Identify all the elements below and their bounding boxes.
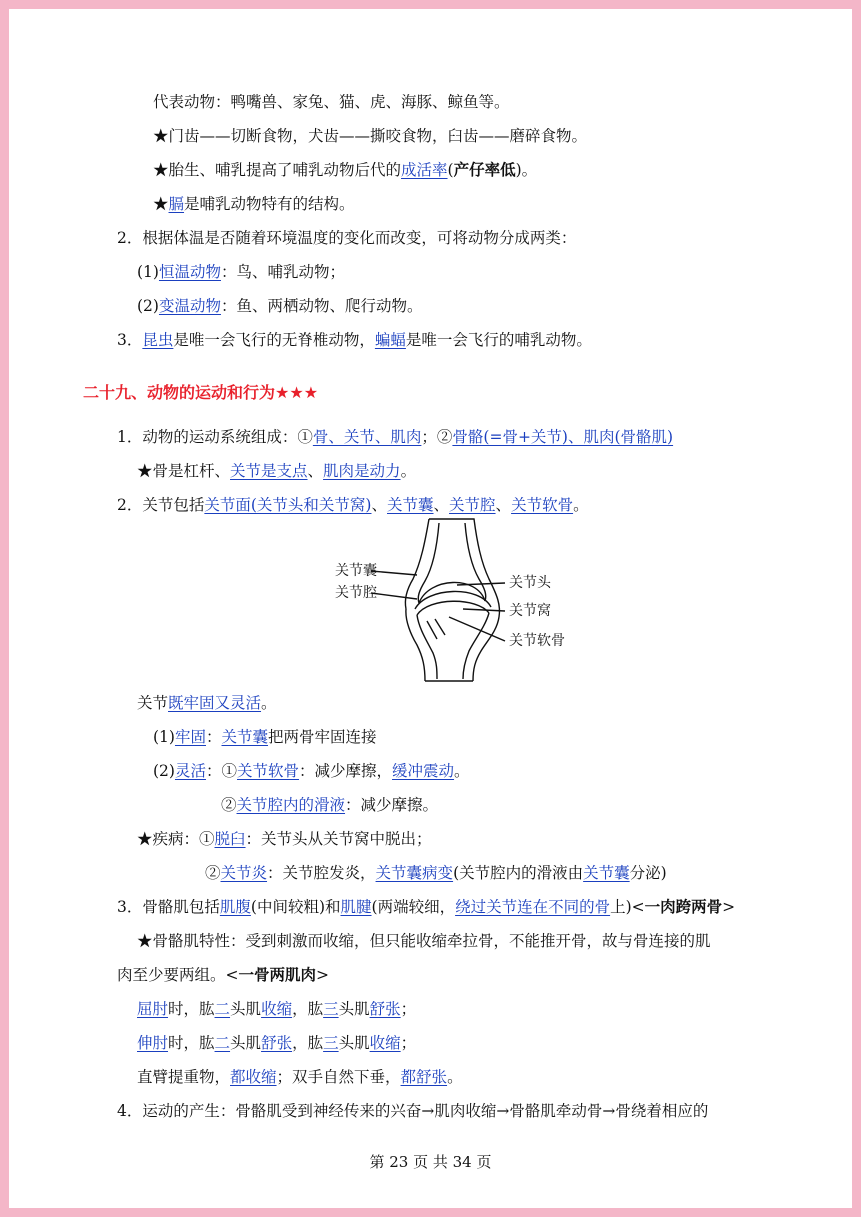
text-line-representative-animals [153,92,510,112]
keyword: 关节囊病变 [375,864,454,882]
keyword: 肌肉是动力 [323,462,401,480]
keyword: 牢固 [174,728,206,746]
text: 2．关节包括 [117,496,205,514]
label-joint-socket: 关节窝 [509,603,551,619]
joint-head-line [419,582,485,603]
lower-bone-outline-right [473,617,499,681]
text-line-flexible [153,761,470,781]
cartilage-hatch [427,619,445,639]
text: (1) [153,728,175,746]
text: (1) [137,263,159,281]
page-number-footer: 第 23 页 共 34 页 [369,1153,492,1171]
text: 4．运动的产生：骨骼肌受到神经传来的兴奋→肌肉收缩→骨骼肌牵动骨→骨绕着相应的 [117,1102,709,1120]
upper-bone-outline-left [405,519,429,609]
text: (关节腔内的滑液由 [453,864,584,882]
text: 。 [573,496,589,514]
keyword: 关节是支点 [230,462,308,480]
text: ； [400,1034,417,1052]
joint-structure-diagram [309,517,599,683]
leader-socket [463,609,505,611]
text-line-synovial-fluid [221,795,438,815]
label-joint-capsule: 关节囊 [335,563,377,579]
text: ： [205,728,222,746]
text: (中间较粗)和 [250,898,341,916]
keyword: 舒张 [261,1034,293,1052]
keyword: 脱臼 [214,830,246,848]
text: 分泌) [629,864,667,882]
joint-socket-line [417,601,489,615]
text: ：减少摩擦， [299,762,393,780]
text: 是哺乳动物特有的结构。 [184,195,355,213]
text: (2) [137,297,159,315]
text-line-muscle-property [137,931,711,951]
text: (2) [153,762,175,780]
text: 、 [495,496,512,514]
text: ；② [421,428,453,446]
keyword: 伸肘 [137,1034,169,1052]
text-line-lever [137,461,416,481]
text: 。 [447,1068,463,1086]
bold-text: 一肉跨两骨 [644,897,723,916]
text: 。 [454,762,470,780]
text: 代表动物：鸭嘴兽、家兔、猫、虎、海豚、鲸鱼等。 [153,93,510,111]
text-line-body-temperature [117,228,576,248]
text-line-extend-elbow [137,1033,416,1053]
keyword: 变温动物 [158,297,221,315]
text: (两端较细， [371,898,456,916]
text-line-flex-elbow [137,999,416,1019]
text-line-dislocation [137,829,432,849]
text: 、 [433,496,450,514]
text-line-arthritis [205,863,667,883]
text-line-skeletal-muscle [117,897,735,917]
text: 把两骨牢固连接 [268,728,377,746]
text: 关节 [137,694,169,712]
keyword: 绕过关节连在不同的骨 [455,898,611,916]
keyword: 舒张 [369,1000,401,1018]
keyword: 收缩 [261,1000,293,1018]
text: 是唯一会飞行的无脊椎动物， [173,331,375,349]
keyword: 三 [323,1000,339,1018]
text: 3．骨骼肌包括 [117,898,220,916]
text-line-viviparous [153,160,537,180]
text: 、 [307,462,324,480]
keyword: 成活率 [401,161,448,179]
lower-bone-outline-left [406,609,425,681]
keyword: 肌腹 [219,898,251,916]
keyword: 屈肘 [137,1000,169,1018]
text-line-movement-origin [117,1101,708,1121]
label-joint-cavity: 关节腔 [335,585,377,601]
keyword: 骨骼(=骨+关节)、肌肉(骨骼肌) [452,428,674,446]
keyword: 关节面(关节头和关节窝) [204,496,372,514]
text: > [316,966,330,984]
text-line-firm [153,727,377,747]
text: 直臂提重物， [137,1068,231,1086]
text: ，肱 [292,1034,324,1052]
text: ★胎生、哺乳提高了哺乳动物后代的 [153,161,402,179]
text-line-muscle-property-cont [117,965,329,985]
text: ； [400,1000,417,1018]
text-line-cold-blooded [137,296,423,316]
lower-inner-left [417,615,437,679]
text: 2．根据体温是否随着环境温度的变化而改变，可将动物分成两类： [117,229,577,247]
keyword: 关节囊 [221,728,269,746]
text: ★ [153,195,169,213]
keyword: 二 [214,1034,231,1052]
section-heading: 二十九、动物的运动和行为★★★ [83,383,319,402]
text: ★疾病：① [137,830,215,848]
keyword: 关节腔 [449,496,496,514]
text-line-warm-blooded [137,262,345,282]
text: 、 [371,496,387,514]
keyword: 灵活 [174,762,206,780]
text: ：关节腔发炎， [267,864,376,882]
text: ( [447,161,454,179]
text: 时，肱 [168,1034,215,1052]
keyword: 昆虫 [142,331,174,349]
leader-cavity [371,593,417,599]
text: ★骨骼肌特性：受到刺激而收缩，但只能收缩牵拉骨，不能推开骨，故与骨连接的肌 [137,932,711,950]
text: 上)< [610,898,645,916]
keyword: 恒温动物 [158,263,221,281]
text: ：鸟、哺乳动物； [220,263,345,281]
keyword: 关节软骨 [237,762,300,780]
text: ；双手自然下垂， [276,1068,401,1086]
document-page [9,9,852,1208]
bold-text: 一骨两肌肉 [238,965,317,984]
keyword: 都舒张 [400,1068,448,1086]
text: 3． [117,331,143,349]
text: ② [205,864,221,882]
keyword: 骨、关节、肌肉 [312,428,422,446]
text: > [722,898,736,916]
keyword: 关节腔内的滑液 [236,796,346,814]
keyword: 缓冲震动 [392,762,455,780]
keyword: 三 [323,1034,339,1052]
text-line-teeth [153,126,587,146]
text: ：鱼、两栖动物、爬行动物。 [220,297,423,315]
keyword: 蝙蝠 [374,331,406,349]
text-line-flying-animals [117,330,592,350]
text: ：① [205,762,237,780]
keyword: 膈 [168,195,185,213]
text-line-diaphragm [153,194,355,214]
text: ：关节头从关节窝中脱出； [245,830,432,848]
text-line-motor-system [117,427,673,447]
text-line-firm-flexible [137,693,277,713]
text: ★门齿——切断食物，犬齿——撕咬食物，臼齿——磨碎食物。 [153,127,588,145]
text: 时，肱 [168,1000,215,1018]
keyword: 收缩 [369,1034,401,1052]
label-joint-head: 关节头 [509,575,551,591]
text: 头肌 [338,1000,370,1018]
text: ，肱 [292,1000,324,1018]
text: )。 [515,161,538,179]
text: 是唯一会飞行的哺乳动物。 [405,331,592,349]
keyword: 既牢固又灵活 [168,694,262,712]
label-joint-cartilage: 关节软骨 [509,633,565,649]
text: 。 [400,462,417,480]
keyword: 关节炎 [220,864,268,882]
bold-text: 产仔率低 [453,160,516,179]
text: ★骨是杠杆、 [137,462,231,480]
text: 肉至少要两组。< [117,966,239,984]
text: 1．动物的运动系统组成：① [117,428,313,446]
keyword: 都收缩 [230,1068,277,1086]
keyword: 关节软骨 [511,496,574,514]
text: ② [221,796,237,814]
text: 。 [261,694,277,712]
keyword: 关节囊 [387,496,434,514]
keyword: 关节囊 [583,864,630,882]
keyword: 肌腱 [340,898,372,916]
keyword: 二 [214,1000,231,1018]
leader-capsule [371,571,417,575]
text-line-joint-parts [117,495,589,515]
text-line-lift-weight [137,1067,463,1087]
text: 头肌 [230,1000,262,1018]
text: ：减少摩擦。 [345,796,439,814]
text: 头肌 [230,1034,262,1052]
text: 头肌 [338,1034,370,1052]
